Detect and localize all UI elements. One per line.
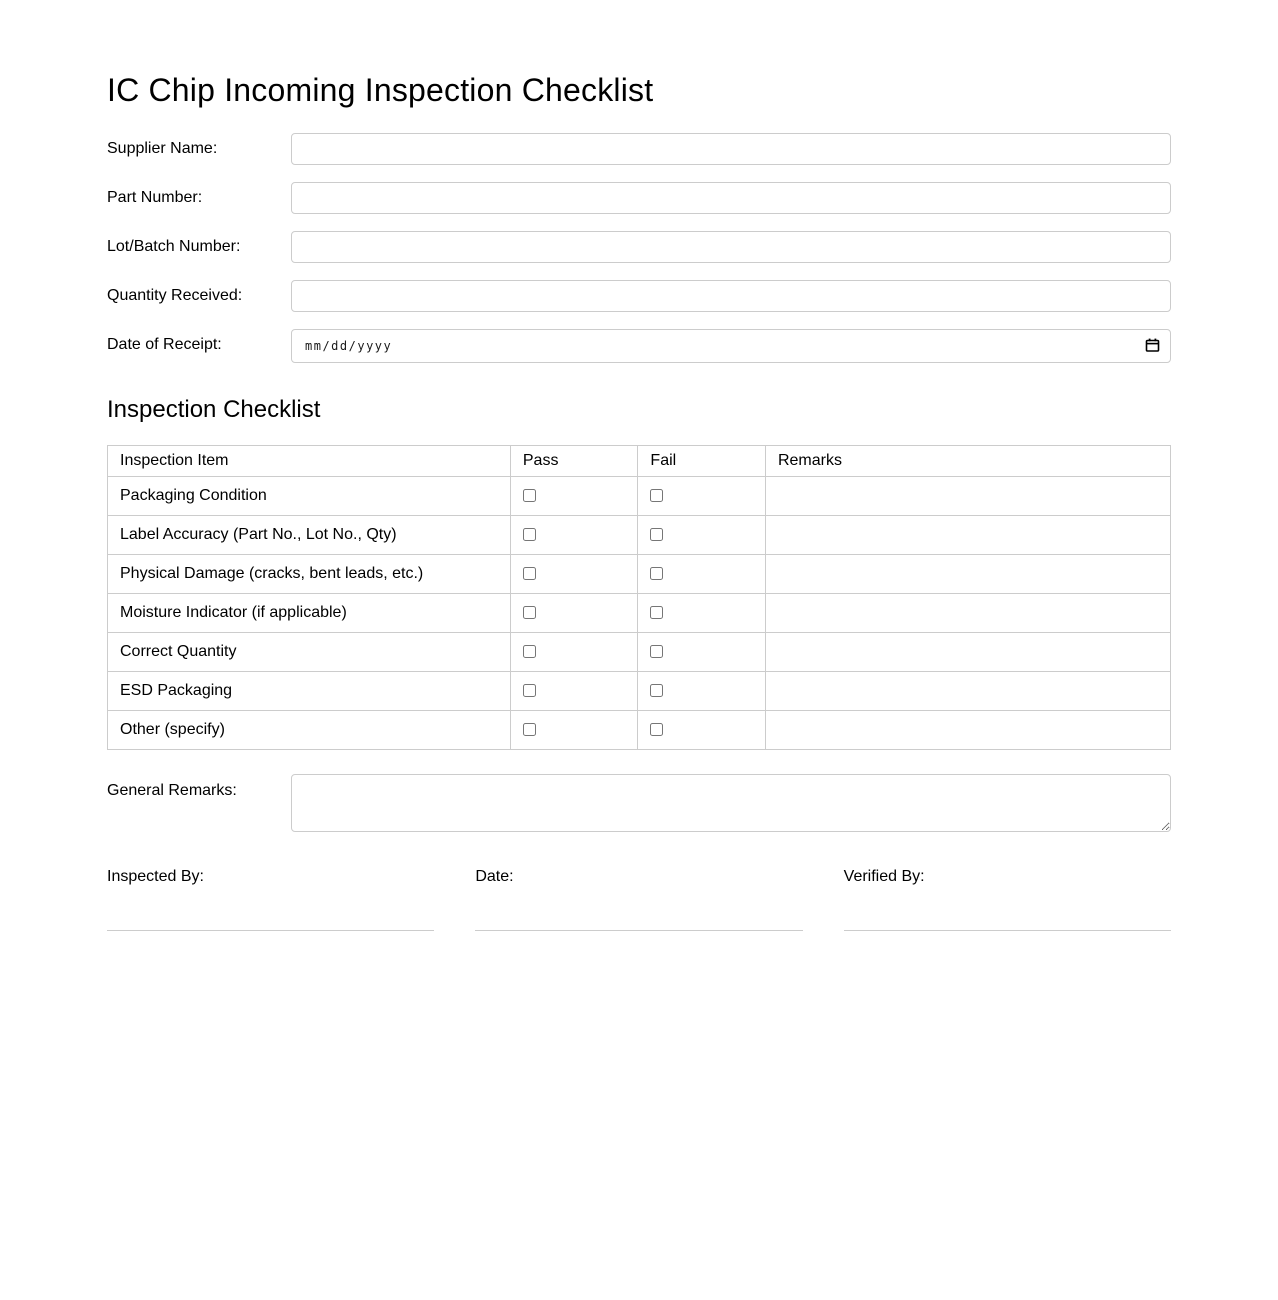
remarks-cell	[765, 710, 1170, 749]
remarks-cell	[765, 632, 1170, 671]
signature-date	[475, 868, 802, 931]
section-title-inspection-checklist: Inspection Checklist	[107, 395, 321, 423]
column-header-remarks: Remarks	[765, 445, 1170, 476]
signature-label: Verified By:	[843, 867, 925, 885]
field-label: Quantity Received:	[107, 286, 243, 304]
remarks-cell	[765, 515, 1170, 554]
fail-checkbox[interactable]	[650, 489, 663, 502]
column-header-fail: Fail	[638, 445, 766, 476]
signature-line	[475, 930, 802, 931]
form-field-lot-batch-number	[107, 231, 1171, 263]
column-header-pass: Pass	[510, 445, 638, 476]
pass-checkbox[interactable]	[523, 606, 536, 619]
table-row-label-accuracy	[108, 515, 1171, 554]
form-field-date-of-receipt	[107, 329, 1171, 363]
table-row-other-specify	[108, 710, 1171, 749]
lot-batch-number-input[interactable]	[291, 231, 1171, 263]
pass-checkbox[interactable]	[523, 723, 536, 736]
table-row-packaging-condition	[108, 476, 1171, 515]
table-header-row	[108, 445, 1171, 476]
signature-line	[107, 930, 434, 931]
inspection-item-label: Label Accuracy (Part No., Lot No., Qty)	[108, 515, 511, 554]
pass-checkbox[interactable]	[523, 528, 536, 541]
calendar-icon[interactable]	[1145, 338, 1160, 353]
fail-checkbox[interactable]	[650, 528, 663, 541]
column-header-inspection-item: Inspection Item	[108, 445, 511, 476]
field-label: Date of Receipt:	[107, 335, 222, 353]
date-of-receipt-input[interactable]	[291, 329, 1171, 363]
signature-label: Date:	[475, 867, 514, 885]
supplier-name-input[interactable]	[291, 133, 1171, 165]
remarks-cell	[765, 671, 1170, 710]
field-label: Supplier Name:	[107, 139, 218, 157]
general-remarks-textarea[interactable]	[291, 774, 1171, 832]
fail-checkbox[interactable]	[650, 567, 663, 580]
table-row-correct-quantity	[108, 632, 1171, 671]
date-placeholder: mm/dd/yyyy	[305, 338, 393, 353]
fail-checkbox[interactable]	[650, 606, 663, 619]
signature-label: Inspected By:	[107, 867, 204, 885]
table-row-moisture-indicator	[108, 593, 1171, 632]
signature-section	[107, 868, 1171, 931]
part-number-input[interactable]	[291, 182, 1171, 214]
inspection-item-label: Packaging Condition	[108, 476, 511, 515]
inspection-item-label: Physical Damage (cracks, bent leads, etc.)	[108, 554, 511, 593]
pass-checkbox[interactable]	[523, 567, 536, 580]
inspection-item-label: Correct Quantity	[108, 632, 511, 671]
inspection-item-label: Other (specify)	[108, 710, 511, 749]
field-label: General Remarks:	[107, 781, 237, 799]
form-field-quantity-received	[107, 280, 1171, 312]
remarks-cell	[765, 476, 1170, 515]
fail-checkbox[interactable]	[650, 723, 663, 736]
signature-line	[844, 930, 1171, 931]
inspection-item-label: Moisture Indicator (if applicable)	[108, 593, 511, 632]
quantity-received-input[interactable]	[291, 280, 1171, 312]
form-field-part-number	[107, 182, 1171, 214]
fail-checkbox[interactable]	[650, 684, 663, 697]
form-field-supplier-name	[107, 133, 1171, 165]
pass-checkbox[interactable]	[523, 684, 536, 697]
pass-checkbox[interactable]	[523, 645, 536, 658]
table-row-physical-damage	[108, 554, 1171, 593]
field-label: Part Number:	[107, 188, 203, 206]
inspection-form-page	[107, 0, 1171, 931]
page-title: IC Chip Incoming Inspection Checklist	[107, 72, 654, 108]
remarks-cell	[765, 554, 1170, 593]
general-remarks-section	[107, 774, 1171, 832]
signature-inspected-by	[107, 868, 434, 931]
remarks-cell	[765, 593, 1170, 632]
fail-checkbox[interactable]	[650, 645, 663, 658]
table-row-esd-packaging	[108, 671, 1171, 710]
inspection-table	[107, 445, 1171, 750]
pass-checkbox[interactable]	[523, 489, 536, 502]
field-label: Lot/Batch Number:	[107, 237, 241, 255]
inspection-item-label: ESD Packaging	[108, 671, 511, 710]
signature-verified-by	[844, 868, 1171, 931]
